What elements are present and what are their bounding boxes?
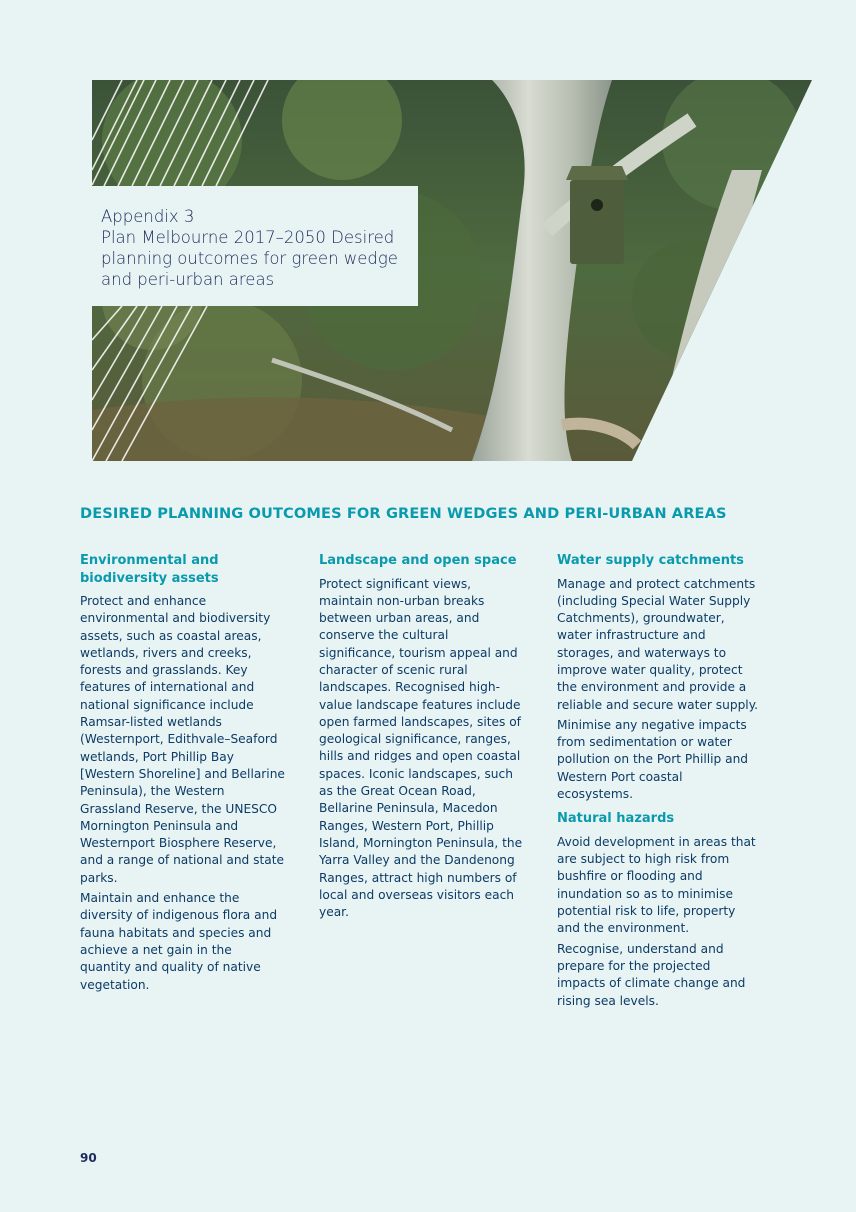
paragraph: Avoid development in areas that are subject to high risk from bushfire or flooding and inundation so as to minimise potential risk to life, property and the environment. [557, 834, 756, 936]
paragraph: Protect and enhance environmental and biodiversity assets, such as coastal areas, wetlands, rivers and creeks, forests and grasslands. Key features of international and national significance include Ramsar-listed wetlands (Westernport, Edithvale–Seaford wetlands, Port Phillip Bay [Western Shoreline] and Bellarine Peninsula), the Western Grassland Reserve, the UNESCO Mornington Peninsula and Westernport Biosphere Reserve, and a range of national and state parks. [80, 594, 285, 885]
column-heading: Landscape and open space [319, 553, 517, 568]
section-heading: DESIRED PLANNING OUTCOMES FOR GREEN WEDGES AND PERI-URBAN AREAS [80, 505, 727, 522]
paragraph: Minimise any negative impacts from sedimentation or water pollution on the Port Phillip and Western Port coastal ecosystems. [557, 717, 749, 802]
paragraph: Protect significant views, maintain non-urban breaks between urban areas, and conserve the cultural significance, tourism appeal and character of scenic rural landscapes. Recognised high-value landscape features include open farmed landscapes, sites of geological significance, ranges, hills and ridges and open coastal spaces. Iconic landscapes, such as the Great Ocean Road, Bellarine Peninsula, Macedon Ranges, Western Port, Phillip Island, Mornington Peninsula, the Yarra Valley and the Dandenong Ranges, attract high numbers of local and overseas visitors each year. [319, 576, 523, 920]
appendix-label: Appendix 3 [101, 207, 195, 226]
paragraph: Maintain and enhance the diversity of indigenous flora and fauna habitats and species and achieve a net gain in the quantity and quality of native vegetation. [80, 891, 278, 992]
paragraph: Recognise, understand and prepare for the projected impacts of climate change and rising sea levels. [557, 941, 746, 1008]
column-heading: Water supply catchments [557, 553, 744, 568]
page-number: 90 [80, 1151, 97, 1165]
title-box [92, 186, 418, 306]
column-landscape [319, 552, 524, 924]
column-heading: Natural hazards [557, 811, 675, 827]
column-water-hazards [557, 552, 762, 1013]
appendix-title [101, 206, 411, 290]
column-heading: Environmental and biodiversity assets [80, 553, 219, 586]
paragraph: Manage and protect catchments (including Special Water Supply Catchments), groundwater, water infrastructure and storages, and waterways to improve water quality, protect the environment and provide a reliable and secure water supply. [557, 576, 759, 712]
appendix-subtitle: Plan Melbourne 2017–2050 Desired planning outcomes for green wedge and peri-urban areas [101, 228, 398, 289]
column-environmental [80, 552, 285, 997]
